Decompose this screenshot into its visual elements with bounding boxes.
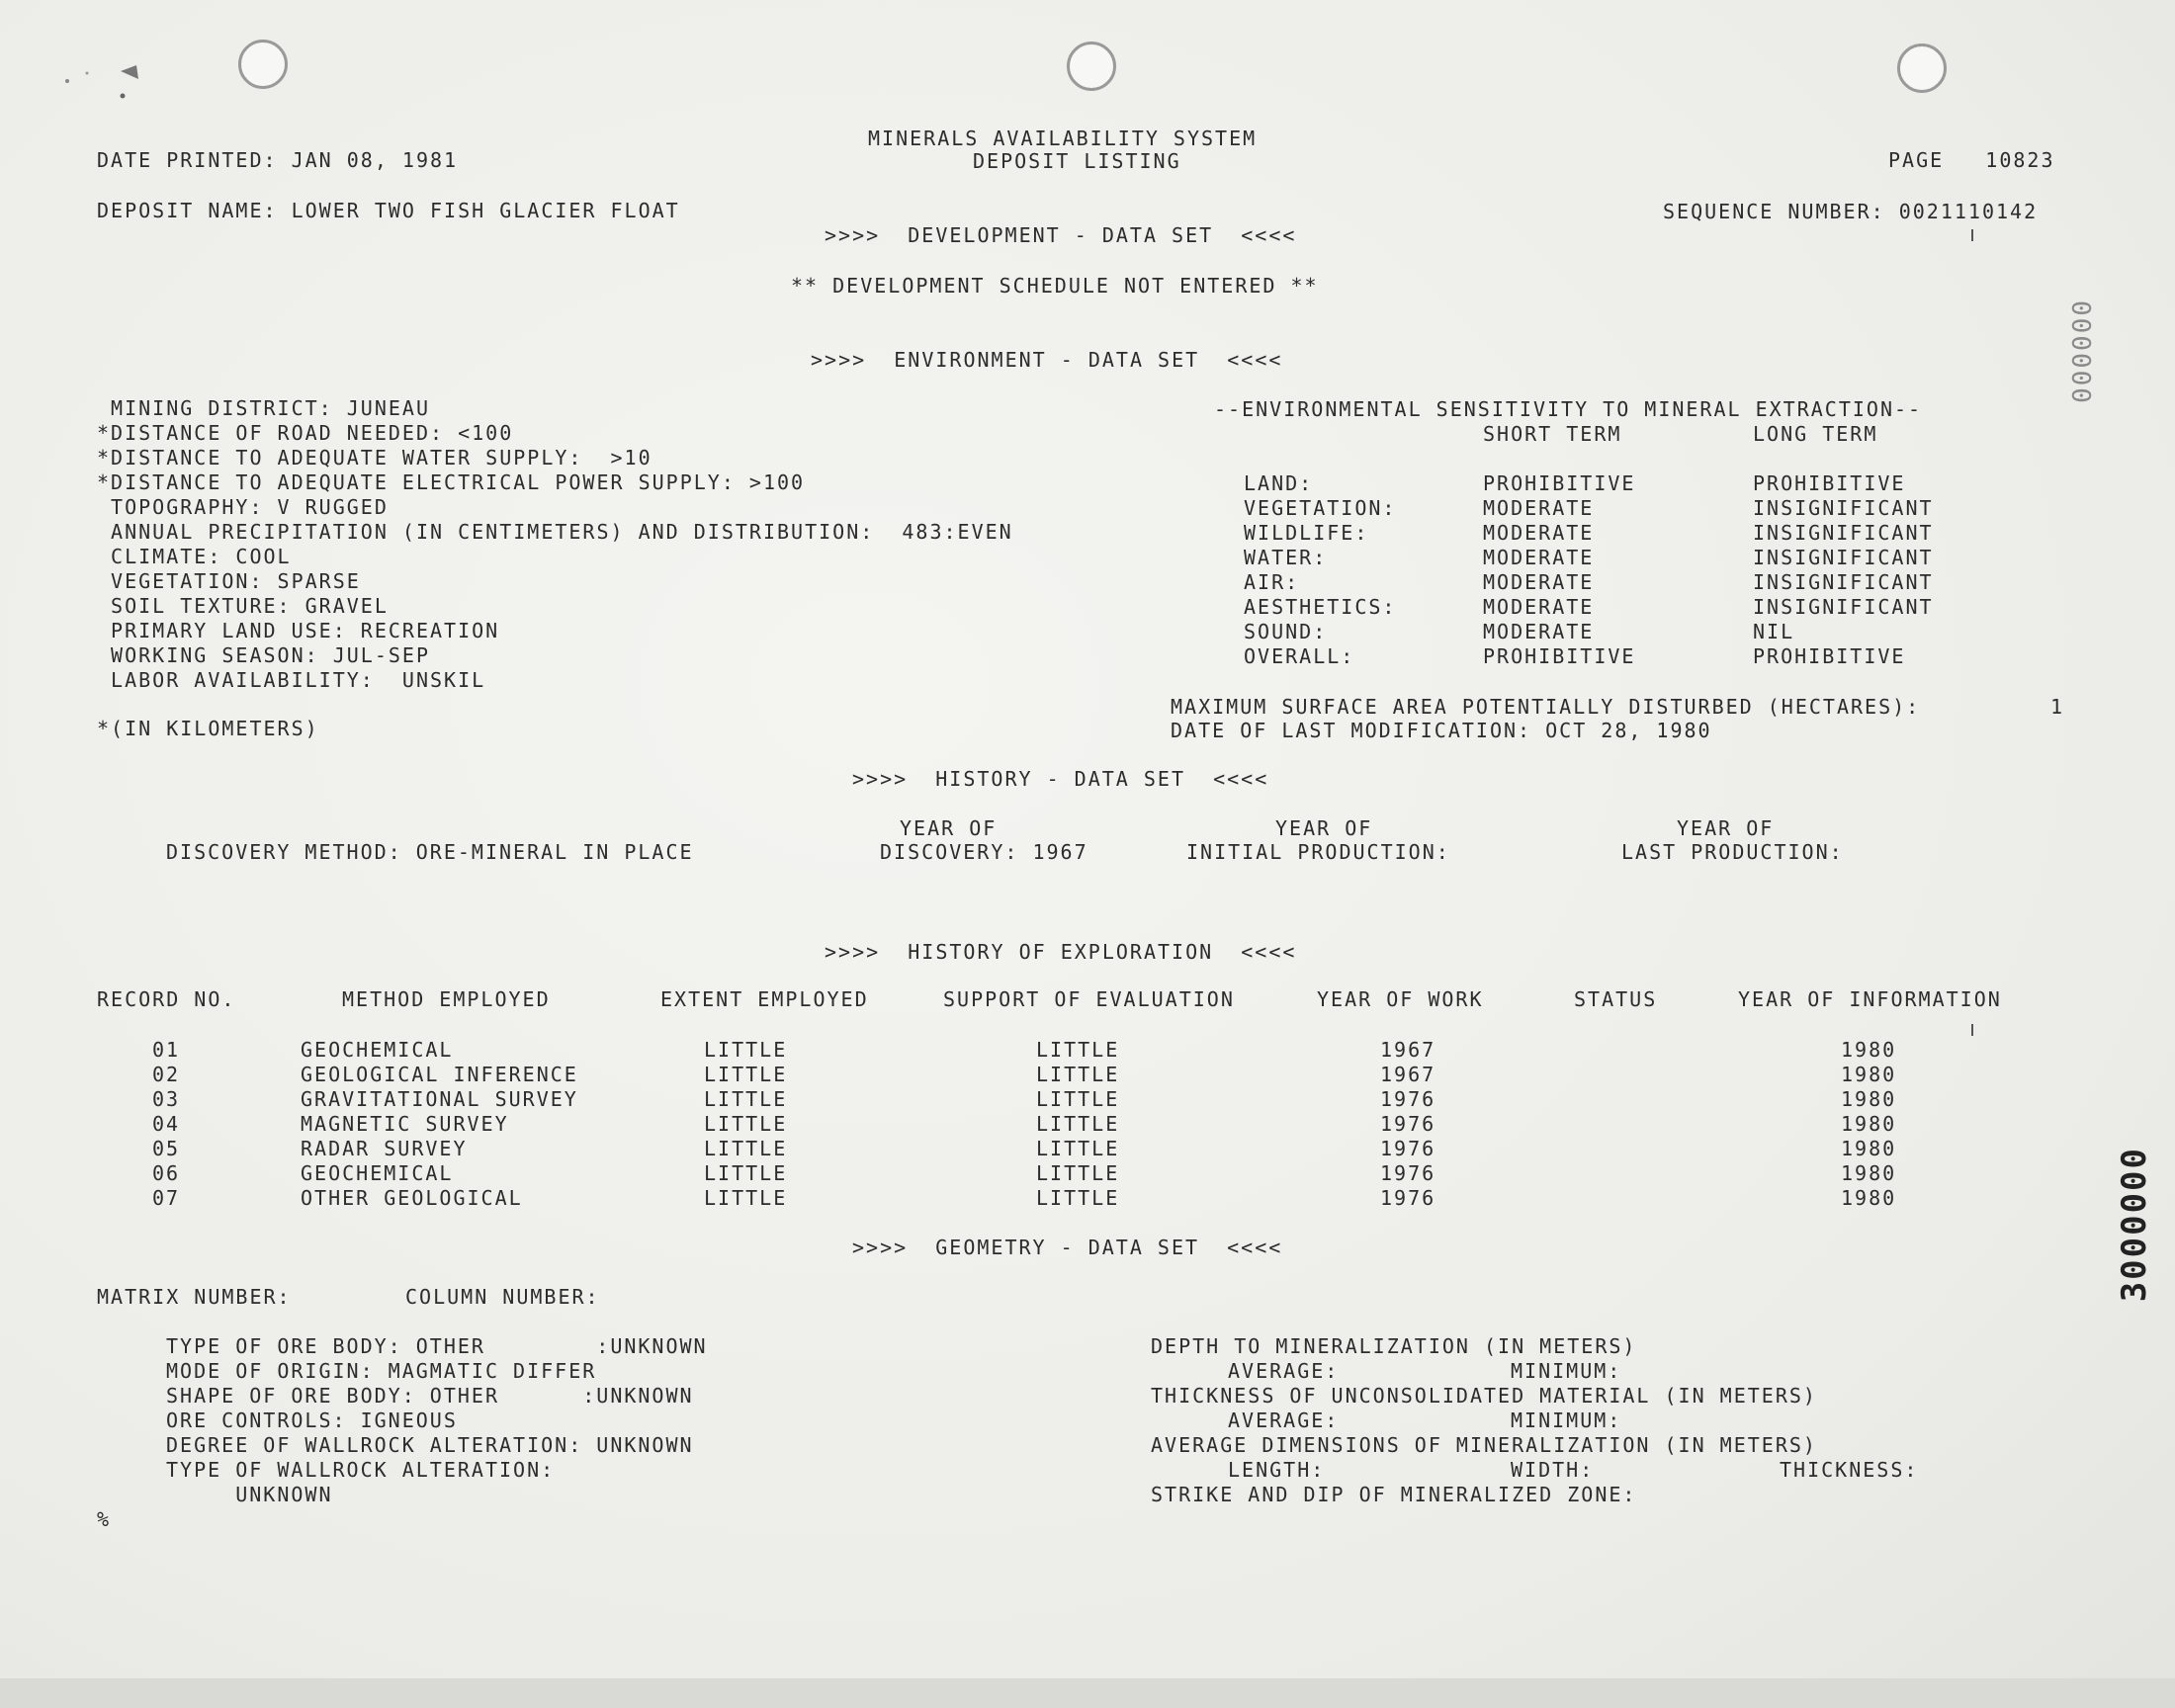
year-of-work: 1976 xyxy=(1380,1161,1436,1185)
env-line: *DISTANCE TO ADEQUATE WATER SUPPLY: >10 xyxy=(97,446,652,470)
extent: LITTLE xyxy=(704,1112,788,1136)
year-of-information: 1980 xyxy=(1841,1137,1897,1160)
extent: LITTLE xyxy=(704,1063,788,1086)
binder-hole-center xyxy=(1067,42,1116,91)
support: LITTLE xyxy=(1036,1063,1120,1086)
record-no: 02 xyxy=(152,1063,181,1086)
record-no: 07 xyxy=(152,1186,181,1210)
sensitivity-long: INSIGNIFICANT xyxy=(1753,496,1934,520)
sensitivity-short: MODERATE xyxy=(1483,496,1595,520)
year-of-work: 1967 xyxy=(1380,1038,1436,1062)
record-no: 05 xyxy=(152,1137,181,1160)
long-term-header: LONG TERM xyxy=(1753,422,1878,446)
col-method: METHOD EMPLOYED xyxy=(342,987,551,1011)
extent: LITTLE xyxy=(704,1038,788,1062)
year-of-work: 1976 xyxy=(1380,1137,1436,1160)
geometry-line: ORE CONTROLS: IGNEOUS xyxy=(166,1409,458,1432)
sensitivity-short: PROHIBITIVE xyxy=(1483,471,1636,495)
scan-edge xyxy=(0,1678,2175,1708)
year-of-work: 1976 xyxy=(1380,1186,1436,1210)
sensitivity-long: INSIGNIFICANT xyxy=(1753,595,1934,619)
sensitivity-title: --ENVIRONMENTAL SENSITIVITY TO MINERAL EXTRACTION-- xyxy=(1214,397,1923,421)
year-of-last-label: YEAR OF xyxy=(1677,816,1775,840)
method: MAGNETIC SURVEY xyxy=(301,1112,509,1136)
kilometers-note: *(IN KILOMETERS) xyxy=(97,717,319,740)
support: LITTLE xyxy=(1036,1087,1120,1111)
year-of-work: 1976 xyxy=(1380,1087,1436,1111)
env-line: *DISTANCE OF ROAD NEEDED: <100 xyxy=(97,421,514,445)
sensitivity-label: AIR: xyxy=(1244,570,1300,594)
short-term-header: SHORT TERM xyxy=(1483,422,1622,446)
geometry-line: TYPE OF WALLROCK ALTERATION: xyxy=(166,1458,556,1482)
initial-production: INITIAL PRODUCTION: xyxy=(1186,840,1450,864)
col-year-of-work: YEAR OF WORK xyxy=(1317,987,1484,1011)
year-of-work: 1976 xyxy=(1380,1112,1436,1136)
support: LITTLE xyxy=(1036,1186,1120,1210)
year-of-information: 1980 xyxy=(1841,1112,1897,1136)
extent: LITTLE xyxy=(704,1087,788,1111)
margin-film-mark-light: 000000 xyxy=(2068,299,2098,403)
system-title: MINERALS AVAILABILITY SYSTEM xyxy=(868,127,1258,150)
method: RADAR SURVEY xyxy=(301,1137,468,1160)
dimension-length: LENGTH: xyxy=(1228,1458,1326,1482)
year-of-information: 1980 xyxy=(1841,1038,1897,1062)
sensitivity-label: WILDLIFE: xyxy=(1244,521,1369,545)
development-note: ** DEVELOPMENT SCHEDULE NOT ENTERED ** xyxy=(791,274,1319,298)
dimensions-label: AVERAGE DIMENSIONS OF MINERALIZATION (IN METERS) xyxy=(1151,1433,1817,1457)
sensitivity-label: OVERALL: xyxy=(1244,644,1355,668)
year-of-discovery-label: YEAR OF xyxy=(900,816,998,840)
geometry-line: SHAPE OF ORE BODY: OTHER :UNKNOWN xyxy=(166,1384,694,1408)
sensitivity-short: PROHIBITIVE xyxy=(1483,644,1636,668)
depth-average: AVERAGE: xyxy=(1228,1359,1340,1383)
development-heading: >>>> DEVELOPMENT - DATA SET <<<< xyxy=(825,223,1297,247)
sensitivity-label: WATER: xyxy=(1244,546,1328,569)
depth-label: DEPTH TO MINERALIZATION (IN METERS) xyxy=(1151,1334,1637,1358)
year-of-initial-label: YEAR OF xyxy=(1275,816,1373,840)
year-of-information: 1980 xyxy=(1841,1087,1897,1111)
col-status: STATUS xyxy=(1574,987,1658,1011)
record-no: 06 xyxy=(152,1161,181,1185)
margin-film-mark-dark: 3000000 xyxy=(2115,1147,2154,1303)
sensitivity-long: INSIGNIFICANT xyxy=(1753,521,1934,545)
dimension-width: WIDTH: xyxy=(1511,1458,1595,1482)
extent: LITTLE xyxy=(704,1161,788,1185)
year-of-information: 1980 xyxy=(1841,1161,1897,1185)
stray-tick xyxy=(1971,229,1973,241)
sensitivity-short: MODERATE xyxy=(1483,620,1595,643)
support: LITTLE xyxy=(1036,1137,1120,1160)
sensitivity-long: NIL xyxy=(1753,620,1795,643)
col-record-no: RECORD NO. xyxy=(97,987,236,1011)
geometry-heading: >>>> GEOMETRY - DATA SET <<<< xyxy=(852,1236,1283,1259)
sensitivity-short: MODERATE xyxy=(1483,521,1595,545)
col-year-of-information: YEAR OF INFORMATION xyxy=(1738,987,2002,1011)
extent: LITTLE xyxy=(704,1186,788,1210)
col-support: SUPPORT OF EVALUATION xyxy=(943,987,1235,1011)
env-line: CLIMATE: COOL xyxy=(97,545,292,568)
last-production: LAST PRODUCTION: xyxy=(1621,840,1844,864)
page-number: PAGE 10823 xyxy=(1888,148,2055,172)
method: GEOCHEMICAL xyxy=(301,1038,454,1062)
sensitivity-long: PROHIBITIVE xyxy=(1753,644,1906,668)
sensitivity-long: INSIGNIFICANT xyxy=(1753,570,1934,594)
thickness-minimum: MINIMUM: xyxy=(1511,1409,1622,1432)
env-line: MINING DISTRICT: JUNEAU xyxy=(97,396,430,420)
extent: LITTLE xyxy=(704,1137,788,1160)
year-of-information: 1980 xyxy=(1841,1186,1897,1210)
environment-heading: >>>> ENVIRONMENT - DATA SET <<<< xyxy=(811,348,1283,372)
support: LITTLE xyxy=(1036,1161,1120,1185)
env-line: TOPOGRAPHY: V RUGGED xyxy=(97,495,389,519)
method: GRAVITATIONAL SURVEY xyxy=(301,1087,578,1111)
support: LITTLE xyxy=(1036,1112,1120,1136)
method: GEOLOGICAL INFERENCE xyxy=(301,1063,578,1086)
discovery-method: DISCOVERY METHOD: ORE-MINERAL IN PLACE xyxy=(166,840,694,864)
exploration-heading: >>>> HISTORY OF EXPLORATION <<<< xyxy=(825,940,1297,964)
sequence-number: SEQUENCE NUMBER: 0021110142 xyxy=(1663,200,2039,223)
deposit-name: DEPOSIT NAME: LOWER TWO FISH GLACIER FLOAT xyxy=(97,199,680,222)
sensitivity-label: LAND: xyxy=(1244,471,1314,495)
env-line: ANNUAL PRECIPITATION (IN CENTIMETERS) AND DISTRIBUTION: 483:EVEN xyxy=(97,520,1013,544)
record-no: 04 xyxy=(152,1112,181,1136)
listing-title: DEPOSIT LISTING xyxy=(973,149,1181,173)
binder-hole-left xyxy=(238,40,288,89)
discovery-year: DISCOVERY: 1967 xyxy=(880,840,1088,864)
sensitivity-label: SOUND: xyxy=(1244,620,1328,643)
env-line: SOIL TEXTURE: GRAVEL xyxy=(97,594,389,618)
env-line: LABOR AVAILABILITY: UNSKIL xyxy=(97,668,486,692)
sensitivity-long: PROHIBITIVE xyxy=(1753,471,1906,495)
support: LITTLE xyxy=(1036,1038,1120,1062)
max-surface-area-value: 1 xyxy=(2050,695,2065,719)
sensitivity-label: VEGETATION: xyxy=(1244,496,1397,520)
col-extent: EXTENT EMPLOYED xyxy=(660,987,869,1011)
record-no: 01 xyxy=(152,1038,181,1062)
env-line: VEGETATION: SPARSE xyxy=(97,569,361,593)
geometry-line: DEGREE OF WALLROCK ALTERATION: UNKNOWN xyxy=(166,1433,694,1457)
date-printed: DATE PRINTED: JAN 08, 1981 xyxy=(97,148,459,172)
sensitivity-short: MODERATE xyxy=(1483,546,1595,569)
stray-tick xyxy=(1971,1024,1973,1036)
year-of-information: 1980 xyxy=(1841,1063,1897,1086)
year-of-work: 1967 xyxy=(1380,1063,1436,1086)
scan-specks xyxy=(59,51,168,111)
sensitivity-short: MODERATE xyxy=(1483,595,1595,619)
geometry-line: UNKNOWN xyxy=(166,1483,333,1506)
env-line: *DISTANCE TO ADEQUATE ELECTRICAL POWER SUPPLY: >100 xyxy=(97,470,806,494)
method: GEOCHEMICAL xyxy=(301,1161,454,1185)
geometry-line: TYPE OF ORE BODY: OTHER :UNKNOWN xyxy=(166,1334,708,1358)
thickness-label: THICKNESS OF UNCONSOLIDATED MATERIAL (IN METERS) xyxy=(1151,1384,1817,1408)
thickness-average: AVERAGE: xyxy=(1228,1409,1340,1432)
matrix-number: MATRIX NUMBER: xyxy=(97,1285,292,1309)
binder-hole-right xyxy=(1897,43,1947,93)
history-heading: >>>> HISTORY - DATA SET <<<< xyxy=(852,767,1269,791)
sensitivity-long: INSIGNIFICANT xyxy=(1753,546,1934,569)
end-of-record-marker: % xyxy=(97,1507,112,1531)
env-line: WORKING SEASON: JUL-SEP xyxy=(97,643,430,667)
record-no: 03 xyxy=(152,1087,181,1111)
sensitivity-short: MODERATE xyxy=(1483,570,1595,594)
strike-dip: STRIKE AND DIP OF MINERALIZED ZONE: xyxy=(1151,1483,1637,1506)
dimension-thickness: THICKNESS: xyxy=(1780,1458,1919,1482)
sensitivity-label: AESTHETICS: xyxy=(1244,595,1397,619)
column-number: COLUMN NUMBER: xyxy=(405,1285,600,1309)
geometry-line: MODE OF ORIGIN: MAGMATIC DIFFER xyxy=(166,1359,597,1383)
method: OTHER GEOLOGICAL xyxy=(301,1186,523,1210)
max-surface-area-label: MAXIMUM SURFACE AREA POTENTIALLY DISTURBED (HECTARES): xyxy=(1171,695,1921,719)
depth-minimum: MINIMUM: xyxy=(1511,1359,1622,1383)
last-modification-date: DATE OF LAST MODIFICATION: OCT 28, 1980 xyxy=(1171,719,1712,742)
env-line: PRIMARY LAND USE: RECREATION xyxy=(97,619,500,642)
